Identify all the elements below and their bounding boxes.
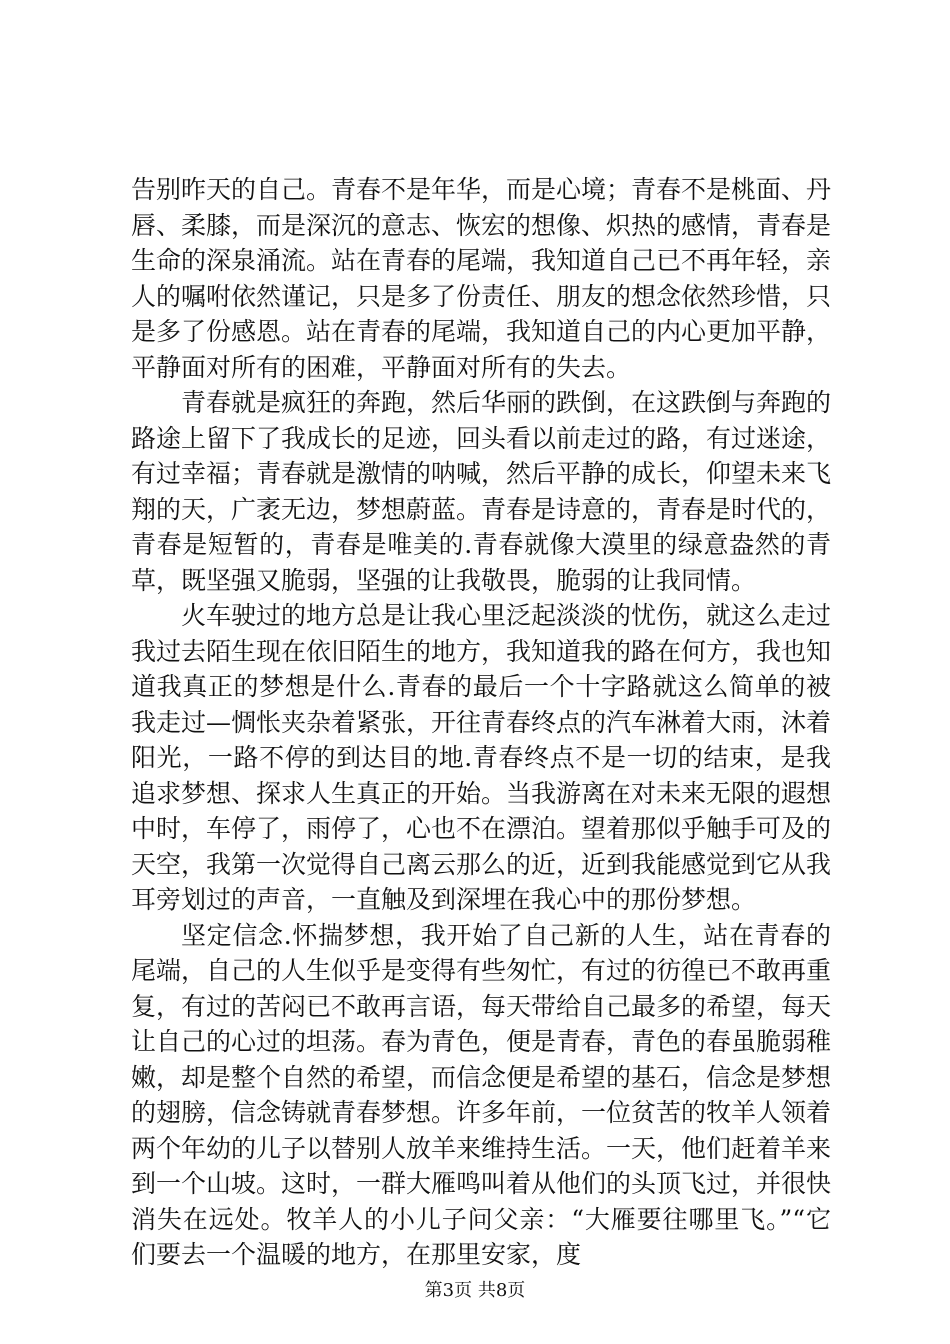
page-footer: 第3页 共8页: [424, 1280, 526, 1301]
paragraph-1: 告别昨天的自己。青春不是年华，而是心境；青春不是桃面、丹唇、柔膝，而是深沉的意志、恢宏的想像、炽热的感情，青春是生命的深泉涌流。站在青春的尾端，我知道自己已不再年轻，亲人的嘱咐依然谨记，只是多了份责任、朋友的想念依然珍惜，只是多了份感恩。站在青春的尾端，我知道自己的内心更加平静，平静面对所有的困难，平静面对所有的失去。: [131, 175, 832, 382]
paragraph-2: 青春就是疯狂的奔跑，然后华丽的跌倒，在这跌倒与奔跑的路途上留下了我成长的足迹，回头看以前走过的路，有过迷途，有过幸福；青春就是激情的呐喊，然后平静的成长，仰望未来飞翔的天，广袤无边，梦想蔚蓝。青春是诗意的，青春是时代的，青春是短暂的，青春是唯美的.青春就像大漠里的绿意盎然的青草，既坚强又脆弱，坚强的让我敬畏，脆弱的让我同情。: [131, 388, 832, 595]
paragraph-3: 火车驶过的地方总是让我心里泛起淡淡的忧伤，就这么走过我过去陌生现在依旧陌生的地方，我知道我的路在何方，我也知道我真正的梦想是什么.青春的最后一个十字路就这么简单的被我走过—惆怅夹杂着紧张，开往青春终点的汽车淋着大雨，沐着阳光，一路不停的到达目的地.青春终点不是一切的结束，是我追求梦想、探求人生真正的开始。当我游离在对未来无限的遐想中时，车停了，雨停了，心也不在漂泊。望着那似乎触手可及的天空，我第一次觉得自己离云那么的近，近到我能感觉到它从我耳旁划过的声音，一直触及到深埋在我心中的那份梦想。: [131, 601, 832, 914]
paragraph-4: 坚定信念.怀揣梦想，我开始了自己新的人生，站在青春的尾端，自己的人生似乎是变得有些匆忙，有过的彷徨已不敢再重复，有过的苦闷已不敢再言语，每天带给自己最多的希望，每天让自己的心过的坦荡。春为青色，便是青春，青色的春虽脆弱稚嫩，却是整个自然的希望，而信念便是希望的基石，信念是梦想的翅膀，信念铸就青春梦想。许多年前，一位贫苦的牧羊人领着两个年幼的儿子以替别人放羊来维持生活。一天，他们赶着羊来到一个山坡。这时，一群大雁鸣叫着从他们的头顶飞过，并很快消失在远处。牧羊人的小儿子问父亲：“大雁要往哪里飞。”“它们要去一个温暖的地方，在那里安家，度: [131, 920, 832, 1269]
document-body: [131, 172, 831, 1273]
